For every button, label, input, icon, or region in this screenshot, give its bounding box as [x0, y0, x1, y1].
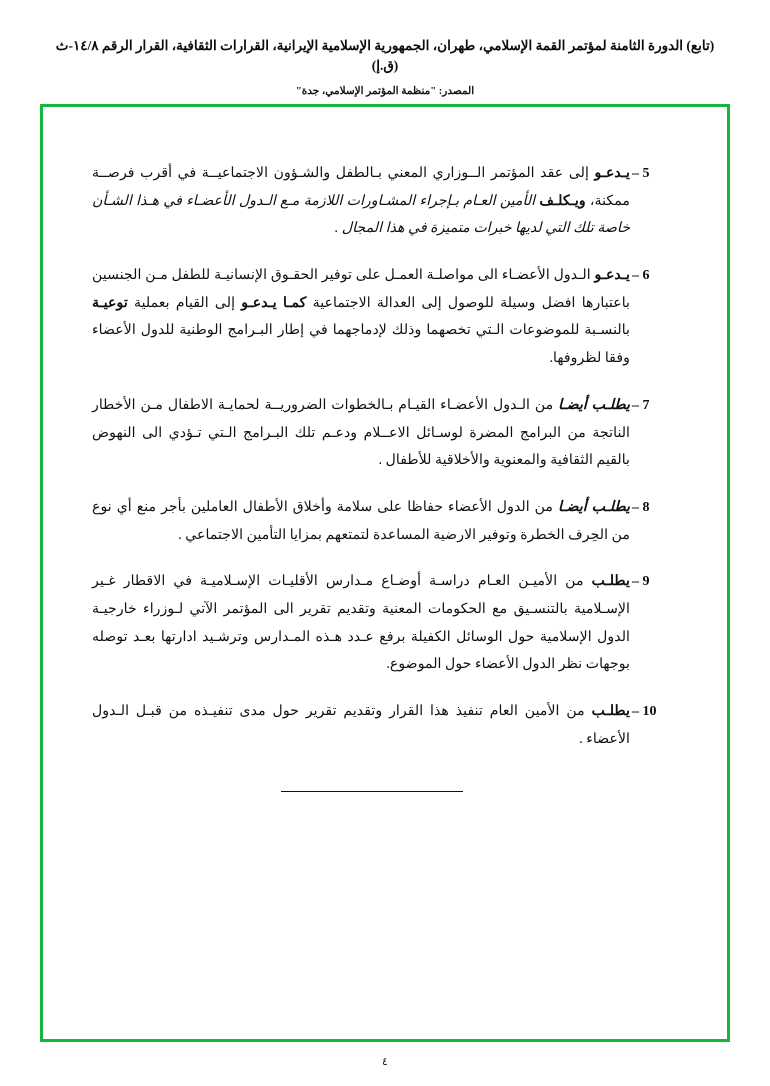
clause-item — [92, 392, 678, 475]
clause-number: 9 – — [632, 574, 650, 590]
clause-number: 5 – — [632, 166, 650, 181]
page-number: ٤ — [382, 1056, 388, 1068]
clause-number: 6 – — [632, 268, 650, 284]
resolution-clauses — [92, 160, 678, 797]
clause-number: 10 – — [632, 704, 657, 719]
clause-number: 8 – — [632, 499, 650, 515]
clause-number: 7 – — [632, 397, 650, 413]
header-source: المصدر: "منظمة المؤتمر الإسلامي، جدة" — [295, 85, 475, 97]
end-of-text-rule-wrapper — [92, 779, 678, 797]
clause-text: يطلـب أيضـا من الدول الأعضاء حفاظا على سلامة وأخلاق الأطفال العاملين بأجر منع أي نوع من الحِرف الخطرة وتوفير الارضية المساعدة لتمتعهم بمزايا التأمين الاجتماعي . — [92, 498, 630, 543]
clause-item — [92, 160, 678, 243]
clause-text: يـدعـو الـدول الأعضـاء الى مواصلـة العمـل على توفير الحقـوق الإنسانيـة للطفل مـن الجنسين باعتبارها افضل وسيلة للوصول إلى العدالة الاجتماعية كمـا يـدعـو إلى القيام بعملية توعيـة بالنسـبة للموضوعات الـتي تخصهما وذلك لإدماجهما في إطار البـرامج الوطنية للدول الأعضاء وفقا لظروفها. — [92, 267, 630, 367]
clause-text: يطلـب أيضـا من الـدول الأعضـاء القيـام بـالخطوات الضروريــة لحمايـة الاطفال مـن الأخطار الناتجة من البرامج المضرة لوسـائل الاعــلام ودعـم تلك البـرامج الـتي تـؤدي الى النهوض بالقيم الثقافية والمعنوية والأخلاقية للأطفال . — [92, 396, 630, 469]
clause-item — [92, 262, 678, 373]
clause-text: يطلـب من الأميـن العـام دراسـة أوضـاع مـدارس الأقليـات الإسـلاميـة في الاقطار غـير الإسـلامية بالتنسـيق مع الحكومات المعنية وتقديم تقرير الى المؤتمر الآتي لـوزراء خارجيـة الدول الإسلامية حول الوسائل الكفيلة برفع عـدد هـذه المـدارس وترشـيد ادارتها بعـد توصله بوجهات نظر الدول الأعضاء حول الموضوع. — [92, 573, 630, 673]
clause-text: يطلـب من الأمين العام تنفيذ هذا القرار وتقديم تقرير حول مدى تنفيـذه من قبـل الـدول الأعضاء . — [92, 703, 630, 747]
page-footer — [0, 1055, 770, 1068]
end-of-text-rule — [281, 791, 463, 792]
clause-item — [92, 494, 678, 549]
clause-item — [92, 698, 678, 753]
page-header — [0, 36, 770, 97]
clause-item — [92, 568, 678, 679]
clause-text: يـدعـو إلى عقد المؤتمر الــوزاري المعني بـالطفل والشـؤون الاجتماعيــة في أقرب فرصــة ممكنة، ويـكلـف الأمين العـام بـإجراء المشـاورات اللازمة مـع الـدول الأعضـاء في هـذا الشـأن خاصة تلك التي لديها خبرات متميزة في هذا المجال . — [92, 165, 631, 237]
header-title: (تابع) الدورة الثامنة لمؤتمر القمة الإسلامي، طهران، الجمهورية الإسلامية الإيرانية، القرارات الثقافية، القرار الرقم ١٤/٨-ث (ق.إ) — [55, 38, 715, 74]
